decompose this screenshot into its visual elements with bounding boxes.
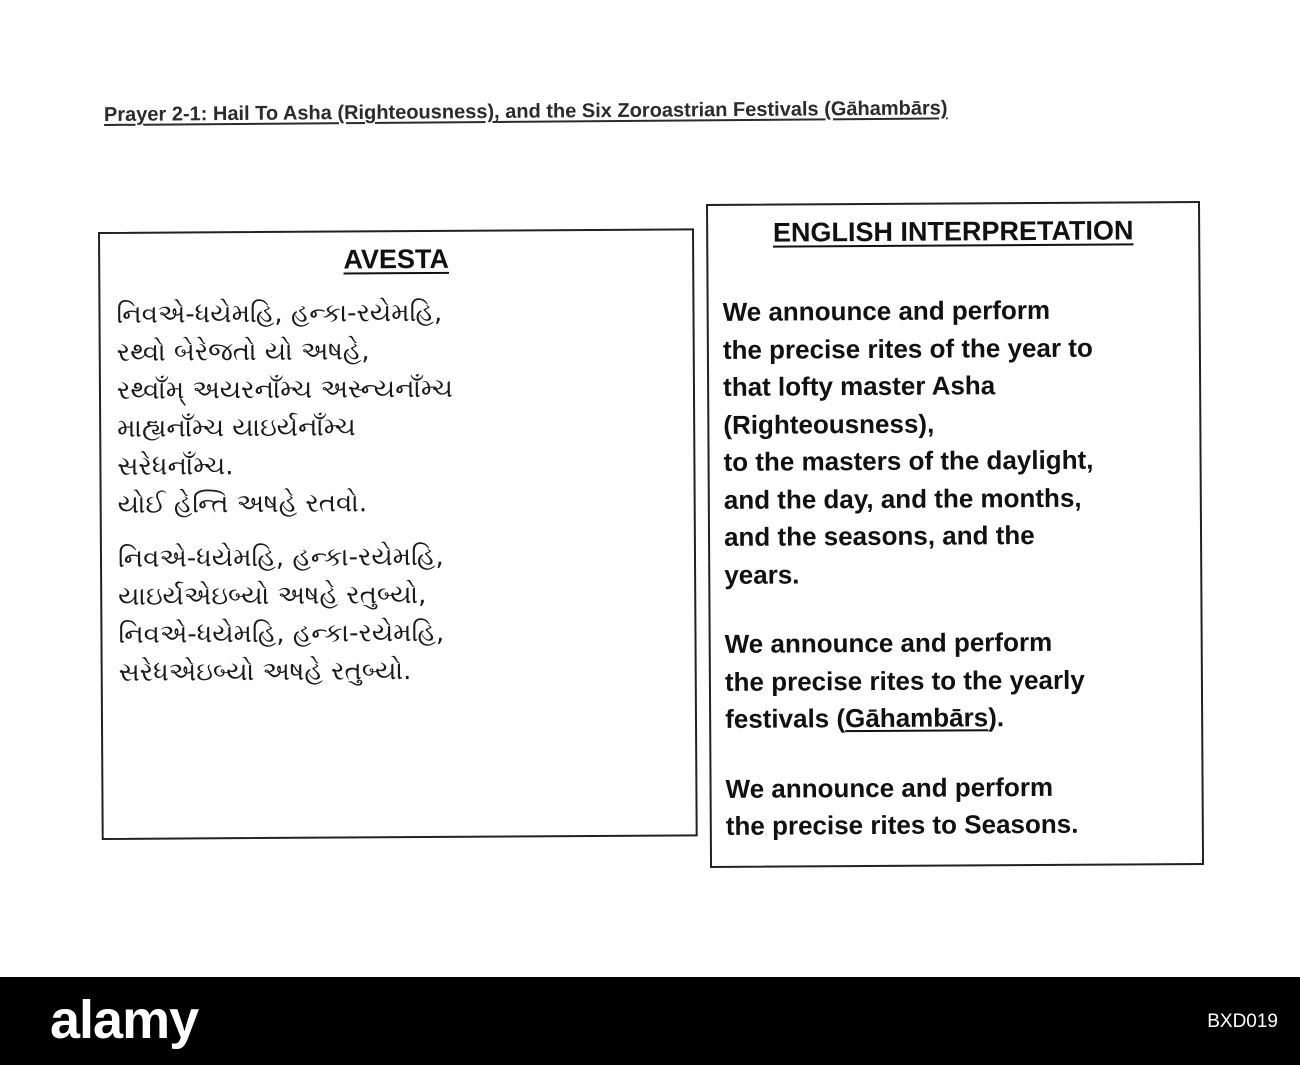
english-paragraph-1 (723, 291, 1199, 594)
avesta-line: નિવએ-ધયેમહિ, હન્કા-રયેમહિ, (118, 617, 445, 650)
avesta-line: નિવએ-ધયેમહિ, હન્કા-રયેમહિ, (116, 297, 443, 330)
festivals-prefix: festivals ( (725, 703, 846, 734)
english-line: We announce and perform (724, 626, 1053, 659)
avesta-heading: AVESTA (343, 243, 450, 275)
english-line: the precise rites to the yearly (724, 664, 1085, 697)
avesta-box (98, 228, 698, 840)
english-line: to the masters of the daylight, (723, 444, 1094, 477)
avesta-line: યોઈ હેન્તિ અષહે રતવો. (117, 488, 368, 520)
english-line: the precise rites to Seasons. (725, 808, 1079, 841)
english-line (725, 698, 1199, 738)
avesta-line: સરેધએઇબ્યો અષહે રતુબ્યો. (118, 656, 412, 688)
avesta-lines (116, 292, 688, 691)
english-line: (Righteousness), (723, 408, 935, 440)
avesta-line: નિવએ-ધયેમહિ, હન્કા-રયેમહિ, (117, 541, 444, 574)
english-paragraphs (723, 291, 1201, 877)
english-paragraph-3 (725, 767, 1199, 845)
avesta-line: યાઇર્યએઇબ્યો અષહે રતુબ્યો, (118, 580, 427, 612)
english-line: and the day, and the months, (723, 482, 1082, 515)
gahambars-term: Gāhambārs (845, 702, 989, 734)
festivals-suffix: ). (988, 702, 1005, 733)
english-box (706, 201, 1204, 868)
english-paragraph-2 (725, 623, 1200, 738)
english-line: and the seasons, and the (723, 519, 1035, 552)
page-title: Prayer 2-1: Hail To Asha (Righteousness), and the Six Zoroastrian Festivals (Gāhambārs) (103, 97, 948, 126)
english-line: years. (724, 558, 800, 590)
stock-watermark-bar (0, 977, 1300, 1065)
avesta-line: રથ્વાઁમ્ અયરનાઁમ્ચ અસ્ન્યનાઁમ્ચ (116, 373, 453, 406)
avesta-line: રથ્વો બેરેજતો યો અષહે, (116, 336, 370, 368)
stock-logo: alamy (50, 990, 199, 1050)
english-heading: ENGLISH INTERPRETATION (772, 215, 1134, 248)
english-line: We announce and perform (722, 294, 1051, 327)
english-line: We announce and perform (725, 771, 1054, 804)
avesta-line: માહ્યનાઁમ્ચ યાઇર્યનાઁમ્ચ (117, 412, 356, 444)
stock-image-id: BXD019 (1207, 1011, 1278, 1032)
english-line: the precise rites of the year to (722, 332, 1093, 365)
avesta-line: સરેધનાઁમ્ચ. (117, 451, 234, 482)
english-line: that lofty master Asha (723, 370, 996, 402)
